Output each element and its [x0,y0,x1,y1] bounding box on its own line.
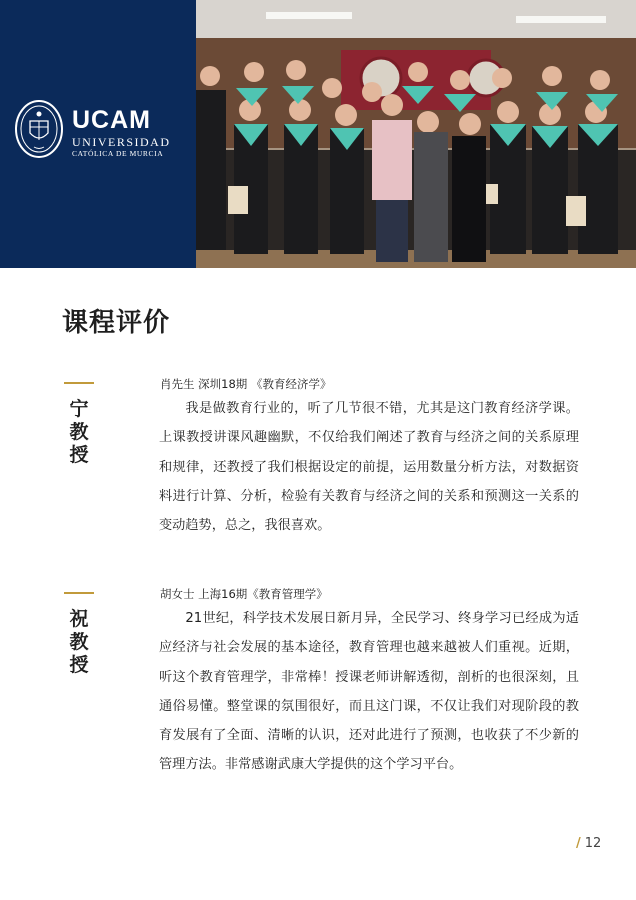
reviewer-meta: 肖先生 深圳18期 《教育经济学》 [160,377,332,391]
brand-panel [0,0,196,268]
page-number-value: 12 [584,836,602,851]
brand-line-universidad: UNIVERSIDAD [72,135,171,149]
review-text: 21世纪，科学技术发展日新月异，全民学习、终身学习已经成为适应经济与社会发展的基本途径，教育管理也越来越被人们重视。近期，听这个教育管理学，非常棒！授课老师讲解透彻，剖析的也很深刻，且通俗易懂。整堂课的氛围很好，而且这门课，不仅让我们对现阶段的教育发展有了全面、清晰的认识，还对此进行了预测，也收获了不少新的管理方法。非常感谢武康大学提供的这个学习平台。 [159,611,579,773]
brand-wordmark: UCAM [72,106,151,134]
brand-line-catolica: CATÓLICA DE MURCIA [72,149,164,158]
header-banner [0,0,636,268]
review-text: 我是做教育行业的，听了几节很不错，尤其是这门教育经济学课。上课教授讲课风趣幽默，不仅给我们阐述了教育与经济之间的关系原理和规律，还教授了我们根据设定的前提，运用数量分析方法，对数据资料进行计算、分析，检验有关教育与经济之间的关系和预测这一关系的变动趋势，总之，我很喜欢。 [159,401,579,534]
gold-bar-icon: / [576,836,581,851]
page-number [576,836,601,851]
photo-illustration [196,0,636,268]
teacher-name: 宁教授 [69,398,89,466]
reviewer-meta: 胡女士 上海16期《教育管理学》 [160,587,328,601]
teacher-name: 祝教授 [69,608,89,676]
university-seal-icon [14,99,64,159]
page-title: 课程评价 [62,308,171,338]
gold-divider [64,592,94,594]
group-graduation-photo [196,0,636,268]
gold-divider [64,382,94,384]
